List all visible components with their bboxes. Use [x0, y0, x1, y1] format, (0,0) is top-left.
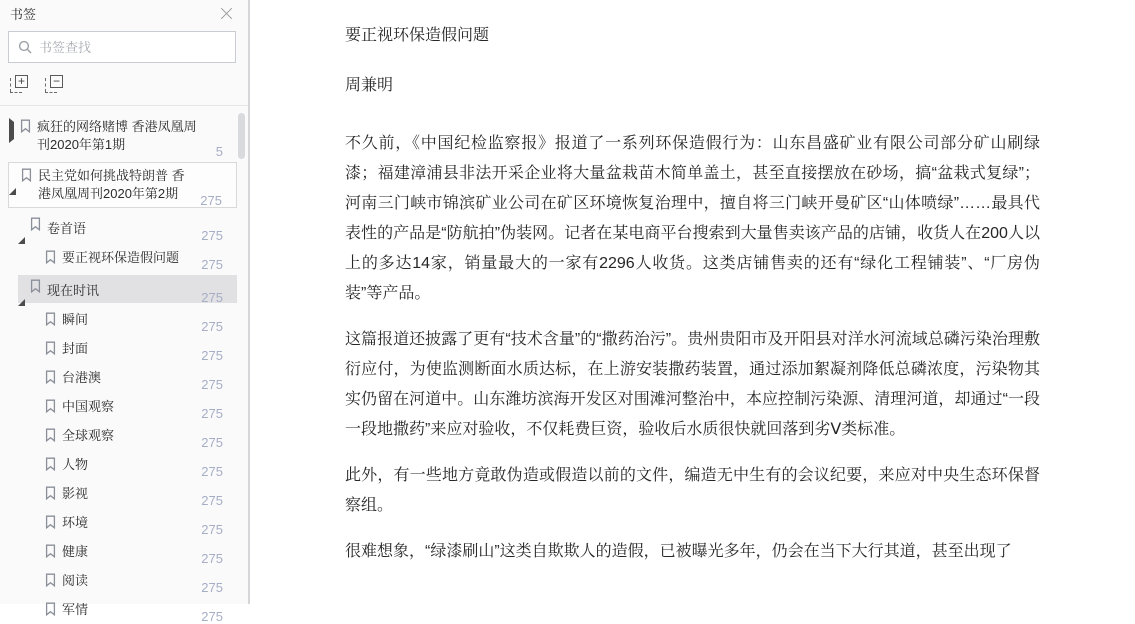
bookmark-label: 中国观察: [62, 398, 193, 416]
bookmark-icon: [45, 602, 56, 616]
bookmark-tree: [0, 106, 248, 622]
bookmark-page-number: 5: [216, 144, 223, 159]
bookmark-label: 环境: [62, 514, 193, 532]
bookmark-label: 台港澳: [62, 369, 193, 387]
bookmark-label: 封面: [62, 340, 193, 358]
bookmark-label: 人物: [62, 456, 193, 474]
article-paragraph: 这篇报道还披露了更有“技术含量”的“撒药治污”。贵州贵阳市及开阳县对洋水河流域总磷污染治理敷衍应付，为使监测断面水质达标，在上游安装撒药装置，通过添加絮凝剂降低总磷浓度，污染物其实仍留在河道中。山东潍坊滨海开发区对围滩河整治中，本应控制污染源、清理河道，却通过“一段一段地撒药”来应对验收，不仅耗费巨资，验收后水质很快就回落到劣Ⅴ类标准。: [345, 325, 1040, 445]
bookmark-item[interactable]: [33, 366, 237, 390]
bookmarks-panel: [0, 0, 250, 604]
bookmark-page-number: 275: [201, 257, 223, 272]
bookmark-page-number: 275: [201, 580, 223, 595]
bookmark-label: 军情: [62, 601, 193, 619]
bookmark-label: 影视: [62, 485, 193, 503]
bookmark-search-box[interactable]: [8, 31, 236, 63]
chevron-collapsed-icon[interactable]: [8, 122, 20, 140]
bookmark-label: 阅读: [62, 572, 193, 590]
article-title: 要正视环保造假问题: [345, 26, 1040, 46]
bookmark-item[interactable]: [33, 569, 237, 593]
bookmark-label: 现在时讯: [47, 282, 193, 300]
bookmark-icon: [45, 250, 56, 264]
panel-title: 书签: [10, 4, 36, 23]
bookmark-icon: [45, 428, 56, 442]
bookmark-item[interactable]: [33, 337, 237, 361]
article-author: 周兼明: [345, 76, 1040, 96]
close-icon[interactable]: [220, 7, 234, 21]
bookmark-page-number: 275: [201, 406, 223, 421]
bookmark-icon: [45, 370, 56, 384]
plus-box-icon: +: [15, 75, 28, 88]
bookmark-page-number: 275: [201, 319, 223, 334]
bookmark-icon: [45, 457, 56, 471]
bookmark-page-number: 275: [201, 493, 223, 508]
bookmark-icon: [45, 515, 56, 529]
minus-box-icon: −: [50, 75, 63, 88]
bookmark-icon: [21, 168, 32, 182]
bookmark-page-number: 275: [201, 435, 223, 450]
bookmark-icon: [45, 486, 56, 500]
bookmark-page-number: 275: [201, 522, 223, 537]
bookmark-label: 瞬间: [62, 311, 193, 329]
bookmark-item[interactable]: [33, 540, 237, 564]
search-icon: [18, 40, 32, 54]
bookmark-item[interactable]: [33, 598, 237, 622]
bookmark-page-number: 275: [201, 348, 223, 363]
article-body: [345, 129, 1040, 567]
bookmark-label: 全球观察: [62, 427, 193, 445]
collapse-all-button[interactable]: [44, 75, 63, 94]
expand-all-button[interactable]: [9, 75, 28, 94]
bookmark-item[interactable]: [33, 482, 237, 506]
chevron-expanded-icon[interactable]: [9, 171, 21, 189]
bookmark-icon: [45, 341, 56, 355]
bookmark-icon: [45, 399, 56, 413]
bookmark-search-input[interactable]: [39, 40, 226, 55]
bookmark-item[interactable]: [33, 246, 237, 270]
bookmark-item[interactable]: [8, 162, 237, 208]
bookmark-icon: [20, 119, 31, 133]
bookmark-page-number: 275: [201, 464, 223, 479]
bookmark-label: 要正视环保造假问题: [62, 249, 193, 267]
bookmark-page-number: 275: [201, 228, 223, 243]
bookmark-label: 疯狂的网络赌博 香港凤凰周刊2020年第1期: [37, 118, 208, 154]
document-pane: [250, 0, 1135, 604]
bookmark-icon: [45, 544, 56, 558]
bookmark-icon: [30, 279, 41, 293]
bookmark-item[interactable]: [33, 308, 237, 332]
article-paragraph: 此外，有一些地方竟敢伪造或假造以前的文件，编造无中生有的会议纪要，来应对中央生态环保督察组。: [345, 461, 1040, 521]
bookmark-item[interactable]: [33, 511, 237, 535]
chevron-expanded-icon[interactable]: [18, 220, 30, 238]
bookmark-item[interactable]: [18, 275, 237, 303]
bookmark-page-number: 275: [200, 193, 222, 208]
bookmark-icon: [45, 312, 56, 326]
article-paragraph: 很难想象，“绿漆刷山”这类自欺欺人的造假，已被曝光多年，仍会在当下大行其道，甚至出现了: [345, 537, 1040, 567]
bookmark-icon: [45, 573, 56, 587]
bookmark-label: 民主党如何挑战特朗普 香港凤凰周刊2020年第2期: [38, 167, 192, 203]
bookmark-item[interactable]: [33, 424, 237, 448]
article-paragraph: 不久前，《中国纪检监察报》报道了一系列环保造假行为：山东昌盛矿业有限公司部分矿山刷绿漆；福建漳浦县非法开采企业将大量盆栽苗木简单盖土，甚至直接摆放在砂场，搞“盆栽式复绿”；河南三门峡市锦滨矿业公司在矿区环境恢复治理中，擅自将三门峡开曼矿区“山体喷绿”……最具代表性的产品是“防航拍”伪装网。记者在某电商平台搜索到大量售卖该产品的店铺，收货人在200人以上的多达14家，销量最大的一家有2296人收货。这类店铺售卖的还有“绿化工程铺装”、“厂房伪装”等产品。: [345, 129, 1040, 309]
bookmark-page-number: 275: [201, 290, 223, 305]
bookmark-page-number: 275: [201, 609, 223, 624]
bookmark-icon: [30, 217, 41, 231]
bookmark-item[interactable]: [33, 395, 237, 419]
bookmark-item[interactable]: [33, 453, 237, 477]
sidebar-scrollbar-thumb[interactable]: [238, 113, 245, 159]
bookmark-item[interactable]: [8, 115, 237, 157]
bookmark-item[interactable]: [18, 213, 237, 241]
bookmark-label: 健康: [62, 543, 193, 561]
bookmark-page-number: 275: [201, 551, 223, 566]
bookmark-label: 卷首语: [47, 220, 193, 238]
chevron-expanded-icon[interactable]: [18, 282, 30, 300]
bookmark-page-number: 275: [201, 377, 223, 392]
